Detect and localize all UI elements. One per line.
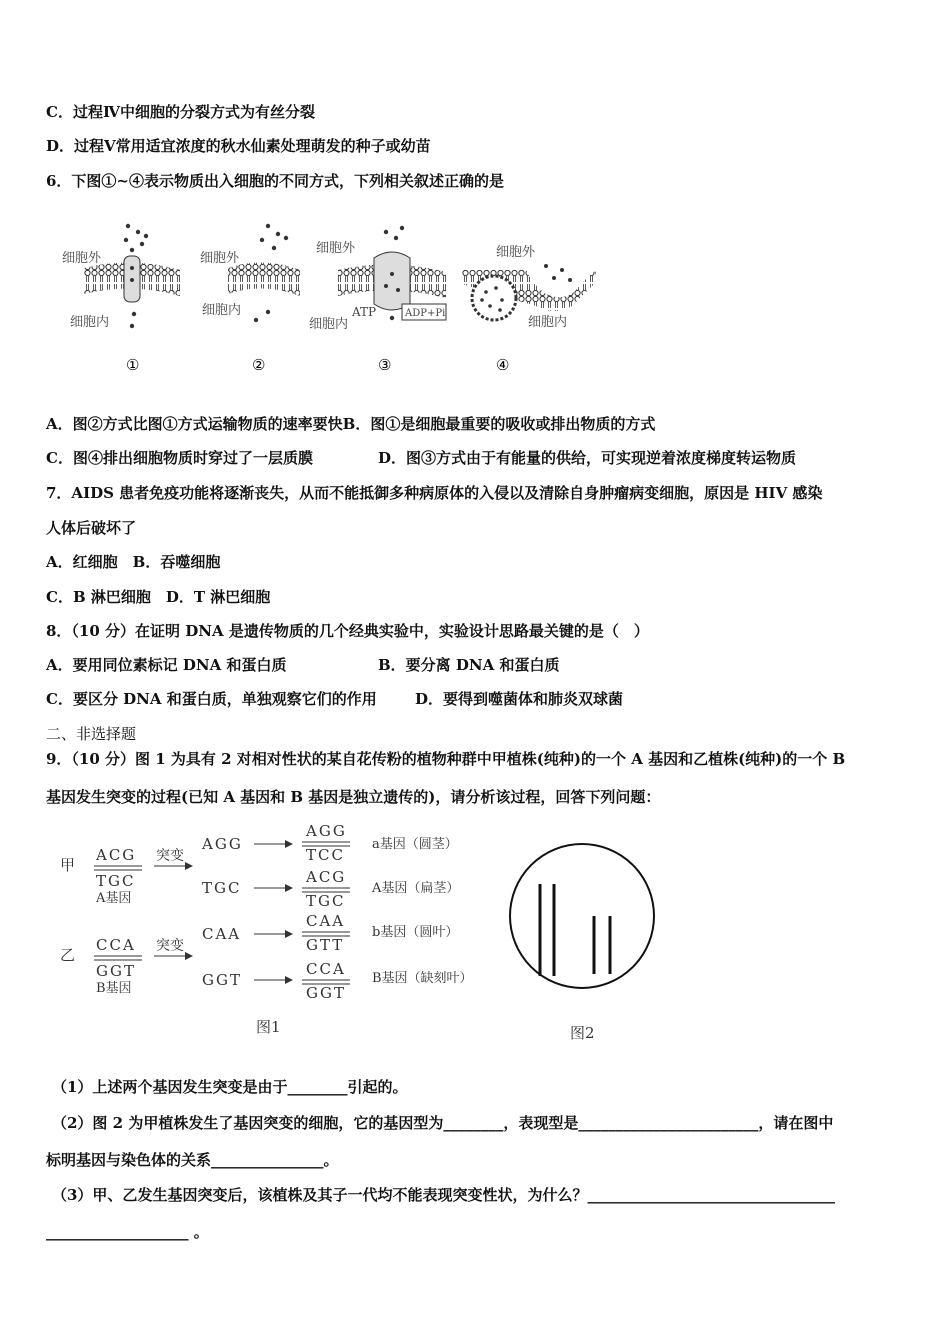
atp-label: ATP <box>352 305 377 319</box>
mutation-label-jia: 突变 <box>156 848 184 864</box>
mutation-label-yi: 突变 <box>156 938 184 954</box>
yi-mut-gene-label: b基因（圆叶） <box>372 925 459 940</box>
q8-option-a: A．要用同位素标记 DNA 和蛋白质 <box>46 656 287 674</box>
q8-stem: 8．（10 分）在证明 DNA 是遗传物质的几个经典实验中，实验设计思路最关键的是（ ） <box>46 622 649 640</box>
yi-orig-gene-label: B基因（缺刻叶） <box>372 971 473 986</box>
q7-stem-line2: 人体后破坏了 <box>46 519 137 537</box>
yi-label: 乙 <box>60 946 76 964</box>
adp-label: ADP+Pi <box>405 308 446 319</box>
q7-options-cd: C．B 淋巴细胞 D．T 淋巴细胞 <box>46 588 271 606</box>
outside-label-1: 细胞外 <box>62 251 102 266</box>
q8-option-c: C．要区分 DNA 和蛋白质，单独观察它们的作用 <box>46 690 377 708</box>
q5-option-c: C．过程Ⅳ中细胞的分裂方式为有丝分裂 <box>46 103 315 121</box>
q9-stem-line1: 9．（10 分）图 1 为具有 2 对相对性状的某自花传粉的植物种群中甲植株(纯种)的一个 A 基因和乙植株(纯种)的一个 B <box>46 750 846 768</box>
section-heading: 二、非选择题 <box>46 725 137 743</box>
transport-4 <box>462 245 596 374</box>
jia-mut-gene-label: a基因（圆茎） <box>372 837 458 852</box>
yi-gene-label: B基因 <box>96 981 132 996</box>
transport-3 <box>309 226 446 374</box>
q5-option-d: D．过程Ⅴ常用适宜浓度的秋水仙素处理萌发的种子或幼苗 <box>46 137 431 155</box>
q9-sub3-line2: ___________________ 。 <box>46 1223 209 1241</box>
outside-label-2: 细胞外 <box>200 251 240 266</box>
yi-strand-top: CCA <box>96 936 136 954</box>
inside-label-4: 细胞内 <box>528 315 568 330</box>
q6-option-d: D．图③方式由于有能量的供给，可实现逆着浓度梯度转运物质 <box>378 449 797 467</box>
q6-option-c: C．图④排出细胞物质时穿过了一层质膜 <box>46 449 313 467</box>
q9-stem-line2: 基因发生突变的过程(已知 A 基因和 B 基因是独立遗传的)，请分析该过程，回答下列问题： <box>46 788 661 806</box>
figure-label-3: ③ <box>378 356 392 374</box>
jia-orig-gene-label: A基因（扁茎） <box>372 881 460 896</box>
q6-options-ab: A．图②方式比图①方式运输物质的速率要快B．图①是细胞最重要的吸收或排出物质的方式 <box>46 415 656 433</box>
figure-label-1: ① <box>126 356 140 374</box>
figure-1-caption: 图1 <box>256 1018 281 1036</box>
figure-2-caption: 图2 <box>570 1024 595 1042</box>
q9-sub2-line1: （2）图 2 为甲植株发生了基因突变的细胞，它的基因型为________，表现型是________________________，请在图中 <box>52 1114 834 1132</box>
q9-figure-2 <box>506 826 662 1048</box>
jia-label: 甲 <box>60 856 76 874</box>
jia-strand-bottom: TGC <box>96 872 136 890</box>
q6-stem: 6．下图①~④表示物质出入细胞的不同方式，下列相关叙述正确的是 <box>46 172 505 190</box>
outside-label-3: 细胞外 <box>316 241 356 256</box>
jia-mut-top: AGG <box>306 822 347 840</box>
figure-label-4: ④ <box>496 356 510 374</box>
q9-sub1: （1）上述两个基因发生突变是由于________引起的。 <box>52 1078 408 1096</box>
jia-mut-bottom: TCC <box>306 846 345 864</box>
jia-mut-strand: AGG <box>202 835 243 853</box>
figure-label-2: ② <box>252 356 266 374</box>
q9-figure-1 <box>56 816 496 1046</box>
inside-label-3: 细胞内 <box>309 317 349 332</box>
q9-sub2-line2: 标明基因与染色体的关系_______________。 <box>46 1151 339 1169</box>
jia-orig-top: ACG <box>306 868 347 886</box>
yi-orig-top: CCA <box>306 960 346 978</box>
yi-mut-strand: CAA <box>202 925 242 943</box>
q9-sub3-line1: （3）甲、乙发生基因突变后，该植株及其子一代均不能表现突变性状，为什么？_________________________________ <box>52 1186 835 1204</box>
jia-orig-strand: TGC <box>202 879 242 897</box>
yi-mut-bottom: GTT <box>306 936 345 954</box>
yi-orig-bottom: GGT <box>306 984 346 1002</box>
jia-orig-bottom: TGC <box>306 892 346 910</box>
yi-orig-strand: GGT <box>202 971 242 989</box>
q6-transport-figure <box>56 218 616 378</box>
jia-strand-top: ACG <box>96 846 137 864</box>
q8-option-b: B．要分离 DNA 和蛋白质 <box>378 656 560 674</box>
q7-stem-line1: 7．AIDS 患者免疫功能将逐渐丧失，从而不能抵御多种病原体的入侵以及清除自身肿瘤病变细胞，原因是 HIV 感染 <box>46 484 823 502</box>
inside-label-1: 细胞内 <box>70 315 110 330</box>
inside-label-2: 细胞内 <box>202 303 242 318</box>
q7-options-ab: A．红细胞 B．吞噬细胞 <box>46 553 221 571</box>
yi-mut-top: CAA <box>306 912 346 930</box>
transport-1 <box>62 224 180 374</box>
outside-label-4: 细胞外 <box>496 245 536 260</box>
yi-strand-bottom: GGT <box>96 962 136 980</box>
transport-2 <box>200 224 300 374</box>
q8-option-d: D．要得到噬菌体和肺炎双球菌 <box>415 690 624 708</box>
jia-gene-label: A基因 <box>96 891 132 906</box>
